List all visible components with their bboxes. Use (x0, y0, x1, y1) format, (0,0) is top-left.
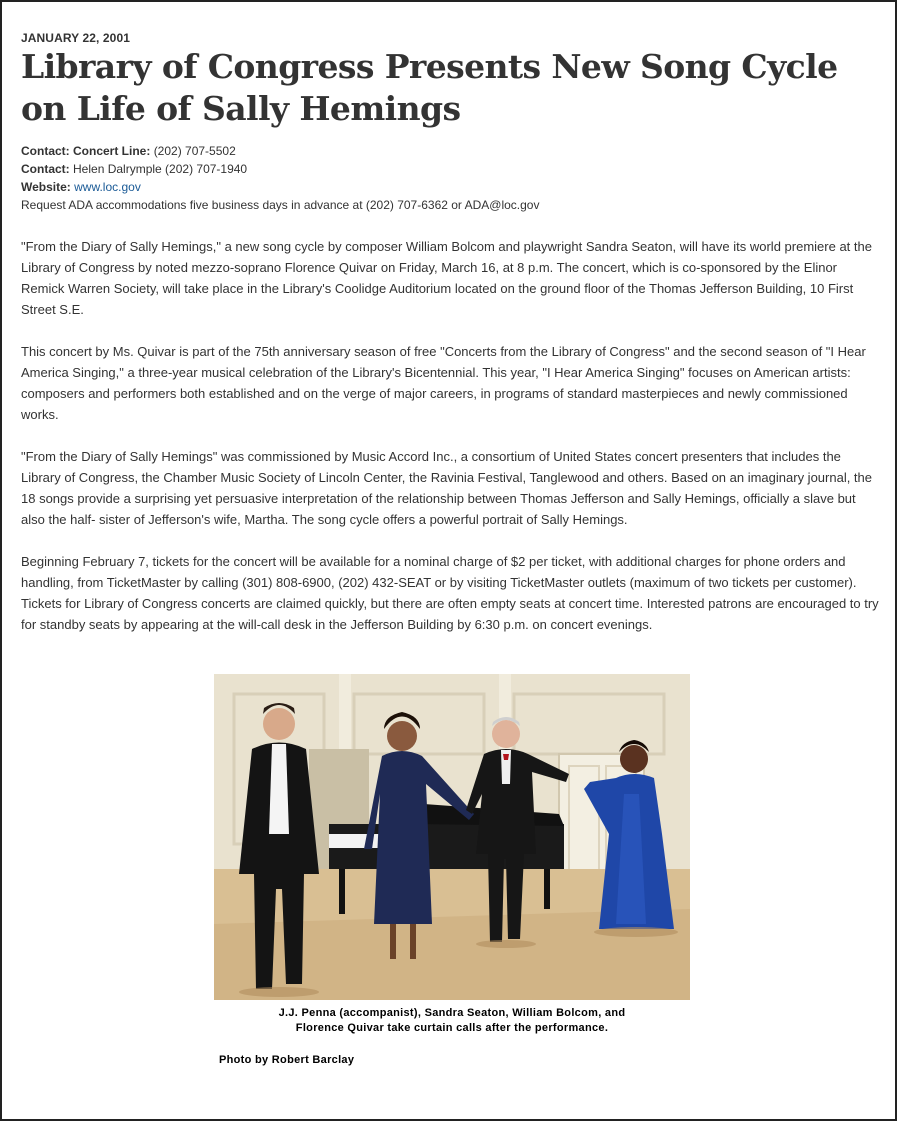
contact-person-value: Helen Dalrymple (202) 707-1940 (73, 162, 248, 176)
contact-concert-line-value: (202) 707-5502 (153, 144, 236, 158)
photo-caption-line-1: J.J. Penna (accompanist), Sandra Seaton, William Bolcom, and (278, 1007, 626, 1019)
paragraph-4: Beginning February 7, tickets for the concert will be available for a nominal charge of $2 per ticket, with additional charges for phone orders and handling, from TicketMaster by calling (301) 808-6900, (202) 432-SEAT or by visiting TicketMaster outlets (maximum of two tickets per customer). Tickets for Library of Congress concerts are claimed quickly, but there are often empty seats at concert time. Interested patrons are encouraged to try for standby seats by appearing at the will-call desk in the Jefferson Building by 6:30 p.m. on concert evenings. (21, 554, 879, 632)
paragraph-1: "From the Diary of Sally Hemings," a new song cycle by composer William Bolcom and playwright Sandra Seaton, will have its world premiere at the Library of Congress by noted mezzo-soprano Florence Quivar on Friday, March 16, at 8 p.m. The concert, which is co-sponsored by the Elinor Remick Warren Society, will take place in the Library's Coolidge Auditorium located on the ground floor of the Thomas Jefferson Building, 10 First Street S.E. (21, 239, 872, 317)
website-link[interactable]: www.loc.gov (74, 180, 141, 194)
contact-concert-line-label: Contact: Concert Line: (21, 144, 151, 158)
contact-person (21, 160, 539, 178)
paragraph-2: This concert by Ms. Quivar is part of the 75th anniversary season of free "Concerts from the Library of Congress" and the second season of "I Hear America Singing," a three-year musical celebration of the Library's Bicentennial. This year, "I Hear America Singing" focuses on American artists: composers and performers both established and on the verge of major careers, in programs of standard masterpieces and newly commissioned works. (21, 344, 866, 422)
performance-photo (214, 674, 690, 1000)
contact-concert-line (21, 142, 539, 160)
photo-caption-line-2: Florence Quivar take curtain calls after the performance. (295, 1022, 609, 1034)
ada-request: Request ADA accommodations five business days in advance at (202) 707-6362 or ADA@loc.gov (21, 198, 540, 212)
contact-website-label: Website: (21, 180, 71, 194)
article-title: Library of Congress Presents New Song Cycle on Life of Sally Hemings (21, 47, 838, 128)
contact-block (21, 142, 539, 214)
photo-credit: Photo by Robert Barclay (219, 1054, 355, 1066)
article-body (21, 236, 879, 656)
photo-caption (214, 1006, 690, 1036)
article-date: JANUARY 22, 2001 (21, 31, 130, 45)
contact-person-label: Contact: (21, 162, 70, 176)
contact-website (21, 178, 539, 196)
paragraph-3: "From the Diary of Sally Hemings" was commissioned by Music Accord Inc., a consortium of United States concert presenters that includes the Library of Congress, the Chamber Music Society of Lincoln Center, the Ravinia Festival, Tanglewood and others. Based on an imaginary journal, the 18 songs provide a surprising yet persuasive interpretation of the relationship between Thomas Jefferson and Sally Hemings, officially a slave but also the half- sister of Jefferson's wife, Martha. The song cycle offers a powerful portrait of Sally Hemings. (21, 449, 872, 527)
